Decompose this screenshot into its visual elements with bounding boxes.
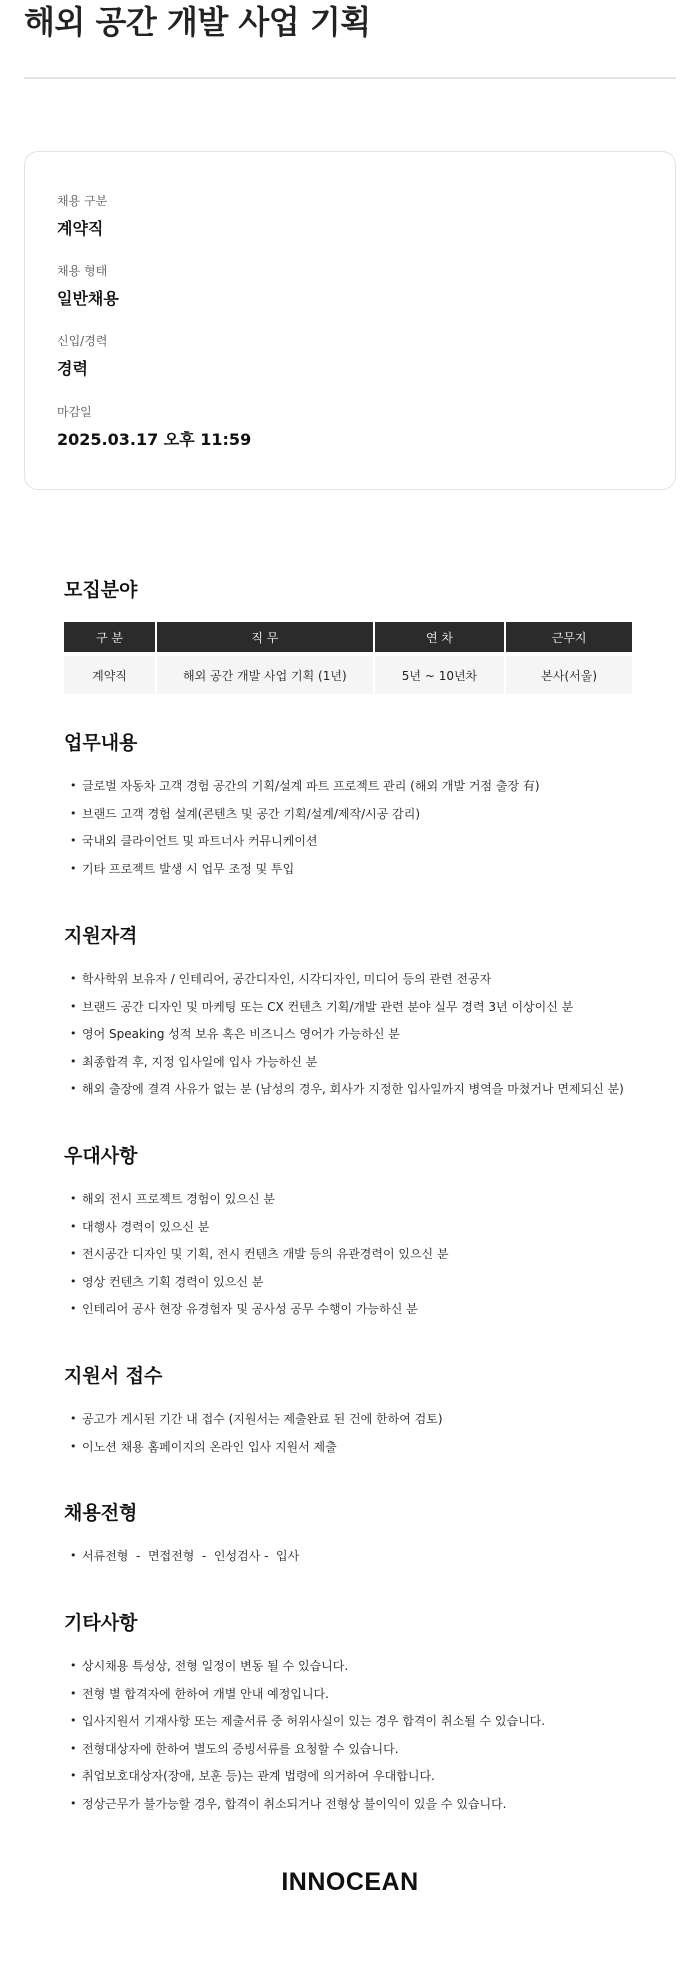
application-list: [68, 1411, 668, 1466]
list-item: • 전형 별 합격자에 한하여 개별 안내 예정입니다.: [68, 1686, 668, 1702]
process-list: [68, 1548, 668, 1576]
page-title: 해외 공간 개발 사업 기획: [24, 3, 371, 41]
list-item: • 전시공간 디자인 및 기획, 전시 컨텐츠 개발 등의 유관경력이 있으신 분: [68, 1246, 668, 1262]
employment-category-value: 계약직: [57, 219, 104, 238]
list-item: • 영상 컨텐츠 기획 경력이 있으신 분: [68, 1274, 668, 1290]
table-cell: 계약직: [64, 652, 155, 694]
list-item: • 브랜드 고객 경험 설계(콘텐츠 및 공간 기획/설계/제작/시공 감리): [68, 806, 668, 822]
table-cell: 해외 공간 개발 사업 기획 (1년): [157, 652, 373, 694]
innocean-logo: INNOCEAN: [281, 1868, 419, 1896]
section-title-process: 채용전형: [64, 1502, 138, 1524]
list-item: • 공고가 게시된 기간 내 접수 (지원서는 제출완료 된 건에 한하여 검토): [68, 1411, 668, 1427]
list-item: • 브랜드 공간 디자인 및 마케팅 또는 CX 컨텐츠 기획/개발 관련 분야 실무 경력 3년 이상이신 분: [68, 999, 668, 1015]
career-level-label: 신입/경력: [57, 334, 108, 348]
list-item: • 인테리어 공사 현장 유경험자 및 공사성 공무 수행이 가능하신 분: [68, 1301, 668, 1317]
list-item: • 이노션 채용 홈페이지의 온라인 입사 지원서 제출: [68, 1439, 668, 1455]
title-divider: [24, 77, 676, 79]
section-title-qualifications: 지원자격: [64, 925, 138, 947]
list-item: • 해외 출장에 결격 사유가 없는 분 (남성의 경우, 회사가 지정한 입사일까지 병역을 마쳤거나 면제되신 분): [68, 1081, 668, 1097]
etc-list: [68, 1658, 668, 1823]
table-header-cell: 직 무: [157, 622, 373, 652]
list-item: • 학사학위 보유자 / 인테리어, 공간디자인, 시각디자인, 미디어 등의 관련 전공자: [68, 971, 668, 987]
employment-type: [57, 263, 119, 309]
list-item: • 영어 Speaking 성적 보유 혹은 비즈니스 영어가 가능하신 분: [68, 1026, 668, 1042]
table-header-cell: 근무지: [506, 622, 632, 652]
employment-category: [57, 193, 107, 239]
list-item: • 서류전형 - 면접전형 - 인성검사 - 입사: [68, 1548, 668, 1564]
table-cell: 본사(서울): [506, 652, 632, 694]
table-row: [64, 652, 632, 694]
list-item: • 전형대상자에 한하여 별도의 증빙서류를 요청할 수 있습니다.: [68, 1741, 668, 1757]
deadline: [57, 404, 251, 450]
list-item: • 대행사 경력이 있으신 분: [68, 1219, 668, 1235]
section-title-etc: 기타사항: [64, 1612, 138, 1634]
employment-type-value: 일반채용: [57, 289, 119, 308]
table-header-row: [64, 622, 632, 652]
list-item: • 글로벌 자동차 고객 경험 공간의 기획/설계 파트 프로젝트 관리 (해외 개발 거점 출장 有): [68, 778, 668, 794]
duties-list: [68, 778, 668, 888]
table-cell: 5년 ~ 10년차: [375, 652, 505, 694]
table-header-cell: 구 분: [64, 622, 155, 652]
career-level: [57, 333, 107, 379]
list-item: • 정상근무가 불가능할 경우, 합격이 취소되거나 전형상 불이익이 있을 수 있습니다.: [68, 1796, 668, 1812]
section-title-recruit: 모집분야: [64, 579, 138, 601]
list-item: • 최종합격 후, 지정 입사일에 입사 가능하신 분: [68, 1054, 668, 1070]
list-item: • 취업보호대상자(장애, 보훈 등)는 관계 법령에 의거하여 우대합니다.: [68, 1768, 668, 1784]
employment-category-label: 채용 구분: [57, 194, 108, 208]
section-title-preferred: 우대사항: [64, 1145, 138, 1167]
preferred-list: [68, 1191, 668, 1329]
qualifications-list: [68, 971, 668, 1109]
list-item: • 해외 전시 프로젝트 경험이 있으신 분: [68, 1191, 668, 1207]
deadline-value: 2025.03.17 오후 11:59: [57, 430, 252, 449]
employment-type-label: 채용 형태: [57, 264, 108, 278]
list-item: • 국내외 클라이언트 및 파트너사 커뮤니케이션: [68, 833, 668, 849]
section-title-application: 지원서 접수: [64, 1365, 163, 1387]
job-summary-card: [24, 151, 676, 490]
list-item: • 상시채용 특성상, 전형 일정이 변동 될 수 있습니다.: [68, 1658, 668, 1674]
list-item: • 입사지원서 기재사항 또는 제출서류 중 허위사실이 있는 경우 합격이 취소될 수 있습니다.: [68, 1713, 668, 1729]
deadline-label: 마감일: [57, 405, 92, 419]
list-item: • 기타 프로젝트 발생 시 업무 조정 및 투입: [68, 861, 668, 877]
recruit-table: [62, 622, 634, 694]
section-title-duties: 업무내용: [64, 732, 138, 754]
table-header-cell: 연 차: [375, 622, 505, 652]
career-level-value: 경력: [57, 359, 88, 378]
